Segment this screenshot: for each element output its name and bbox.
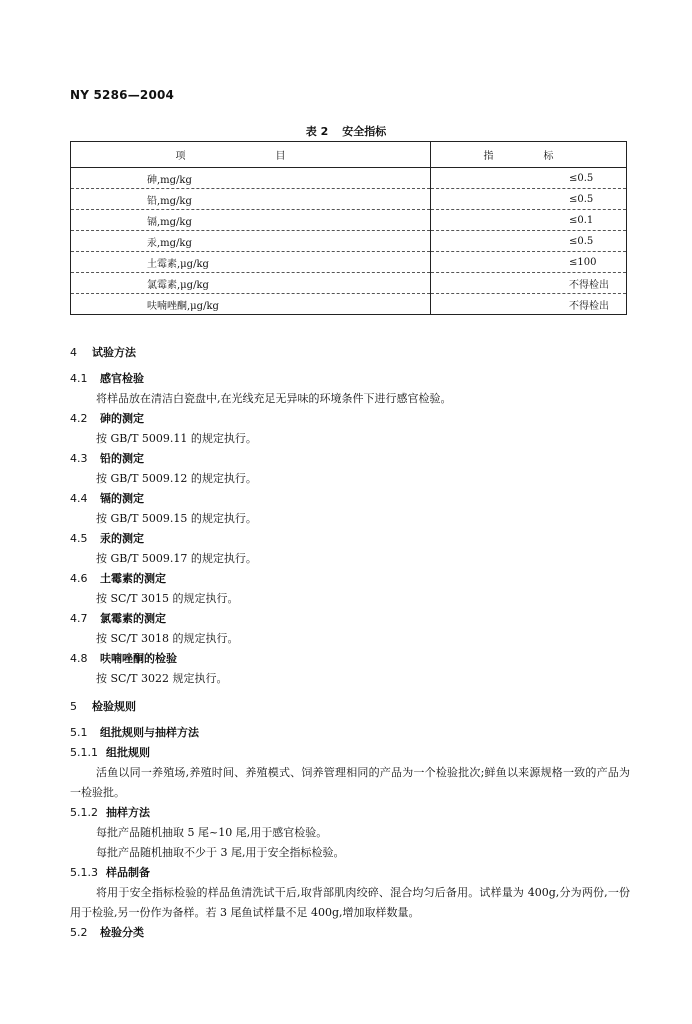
row-item: 氯霉素,μg/kg	[71, 273, 431, 294]
section-title: 抽样方法	[106, 806, 150, 819]
table-row	[71, 168, 627, 189]
table-header-row	[71, 142, 627, 168]
row-index-value: ≤0.5	[431, 231, 627, 252]
subsection-heading	[70, 569, 630, 589]
section-number: 5.1	[70, 726, 88, 739]
paragraph: 按 SC/T 3018 的规定执行。	[96, 632, 239, 645]
section-title: 氯霉素的测定	[100, 612, 166, 625]
subsection-heading	[70, 409, 630, 429]
paragraph: 按 GB/T 5009.12 的规定执行。	[96, 472, 257, 485]
section-number: 4.4	[70, 492, 88, 505]
table-row	[71, 189, 627, 210]
section-number: 4	[70, 346, 77, 359]
row-item: 汞,mg/kg	[71, 231, 431, 252]
table-caption-title: 安全指标	[342, 125, 387, 138]
subsection-heading	[70, 489, 630, 509]
subsubsection-heading	[70, 803, 630, 823]
subsection-heading	[70, 529, 630, 549]
section-number: 5	[70, 700, 77, 713]
safety-index-table	[70, 141, 627, 315]
subsection-heading	[70, 609, 630, 629]
row-index-value: ≤0.5	[431, 189, 627, 210]
paragraph: 按 SC/T 3015 的规定执行。	[96, 592, 239, 605]
section-title: 砷的测定	[100, 412, 144, 425]
table-caption	[0, 123, 692, 139]
table-row	[71, 252, 627, 273]
row-item: 土霉素,μg/kg	[71, 252, 431, 273]
row-item: 铅,mg/kg	[71, 189, 431, 210]
paragraph: 按 GB/T 5009.17 的规定执行。	[96, 552, 257, 565]
section-title: 检验规则	[92, 700, 136, 713]
section-number: 4.1	[70, 372, 88, 385]
section-number: 4.3	[70, 452, 88, 465]
table-row	[71, 294, 627, 315]
subsection-heading	[70, 449, 630, 469]
paragraph: 将用于安全指标检验的样品鱼清洗试干后,取背部肌肉绞碎、混合均匀后备用。试样量为 400g,分为两份,一份用于检验,另一份作为备样。若 3 尾鱼试样量不足 400g,增加取样数量。	[70, 886, 630, 919]
section-title: 检验分类	[100, 926, 144, 939]
section-number: 4.7	[70, 612, 88, 625]
section-number: 5.1.1	[70, 746, 98, 759]
section-heading	[70, 343, 630, 363]
row-index-value: 不得检出	[431, 294, 627, 315]
table-row	[71, 210, 627, 231]
row-item: 呋喃唑酮,μg/kg	[71, 294, 431, 315]
row-index-value: ≤0.5	[431, 168, 627, 189]
paragraph: 每批产品随机抽取 5 尾~10 尾,用于感官检验。	[96, 826, 328, 839]
section-title: 样品制备	[106, 866, 150, 879]
subsection-heading	[70, 649, 630, 669]
table-row	[71, 273, 627, 294]
section-number: 4.6	[70, 572, 88, 585]
section-number: 4.5	[70, 532, 88, 545]
column-header-item: 项 目	[71, 142, 431, 168]
document-body	[70, 335, 630, 943]
section-title: 铅的测定	[100, 452, 144, 465]
section-title: 镉的测定	[100, 492, 144, 505]
row-item: 镉,mg/kg	[71, 210, 431, 231]
section-number: 5.1.3	[70, 866, 98, 879]
section-title: 呋喃唑酮的检验	[100, 652, 177, 665]
section-number: 5.1.2	[70, 806, 98, 819]
paragraph: 活鱼以同一养殖场,养殖时间、养殖模式、饲养管理相同的产品为一个检验批次;鲜鱼以来源规格一致的产品为一检验批。	[70, 766, 630, 799]
section-number: 5.2	[70, 926, 88, 939]
section-title: 试验方法	[92, 346, 136, 359]
subsection-heading	[70, 369, 630, 389]
subsubsection-heading	[70, 743, 630, 763]
row-index-value: ≤100	[431, 252, 627, 273]
section-title: 土霉素的测定	[100, 572, 166, 585]
paragraph: 按 GB/T 5009.15 的规定执行。	[96, 512, 257, 525]
section-number: 4.2	[70, 412, 88, 425]
paragraph: 按 GB/T 5009.11 的规定执行。	[96, 432, 257, 445]
row-item: 砷,mg/kg	[71, 168, 431, 189]
document-code: NY 5286—2004	[70, 88, 175, 102]
section-heading	[70, 697, 630, 717]
table-caption-number: 表 2	[305, 125, 329, 138]
row-index-value: 不得检出	[431, 273, 627, 294]
subsection-heading	[70, 723, 630, 743]
table-row	[71, 231, 627, 252]
paragraph: 将样品放在清洁白瓷盘中,在光线充足无异味的环境条件下进行感官检验。	[96, 392, 452, 405]
section-title: 组批规则	[106, 746, 150, 759]
subsection-heading	[70, 923, 630, 943]
section-number: 4.8	[70, 652, 88, 665]
section-title: 组批规则与抽样方法	[100, 726, 199, 739]
paragraph: 按 SC/T 3022 规定执行。	[96, 672, 228, 685]
section-title: 感官检验	[100, 372, 144, 385]
paragraph: 每批产品随机抽取不少于 3 尾,用于安全指标检验。	[96, 846, 345, 859]
row-index-value: ≤0.1	[431, 210, 627, 231]
subsubsection-heading	[70, 863, 630, 883]
column-header-index: 指 标	[431, 142, 627, 168]
section-title: 汞的测定	[100, 532, 144, 545]
